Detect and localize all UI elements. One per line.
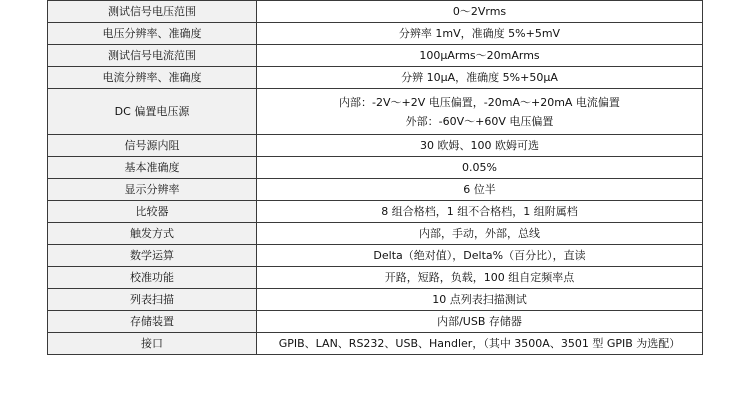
table-row [48, 157, 703, 179]
row-value: GPIB、LAN、RS232、USB、Handler，（其中 3500A、3501 型 GPIB 为选配） [257, 333, 703, 355]
row-label: DC 偏置电压源 [48, 89, 257, 135]
table-row [48, 179, 703, 201]
row-value: 内部，手动，外部，总线 [257, 223, 703, 245]
row-value-line: 内部：-2V～+2V 电压偏置，-20mA～+20mA 电流偏置 [339, 95, 620, 109]
row-label: 校准功能 [48, 267, 257, 289]
row-value: 分辨 10μA，准确度 5%+50μA [257, 67, 703, 89]
row-value: 30 欧姆、100 欧姆可选 [257, 135, 703, 157]
row-label: 比较器 [48, 201, 257, 223]
row-label: 电压分辨率、准确度 [48, 23, 257, 45]
table-row [48, 135, 703, 157]
row-value: 分辨率 1mV，准确度 5%+5mV [257, 23, 703, 45]
row-value: 10 点列表扫描测试 [257, 289, 703, 311]
row-value: 0.05% [257, 157, 703, 179]
row-value-line: 外部：-60V～+60V 电压偏置 [405, 114, 554, 128]
table-row [48, 311, 703, 333]
row-label: 电流分辨率、准确度 [48, 67, 257, 89]
table-row [48, 289, 703, 311]
row-value: Delta（绝对值），Delta%（百分比），直读 [257, 245, 703, 267]
table-row [48, 67, 703, 89]
row-label: 基本准确度 [48, 157, 257, 179]
row-value: 6 位半 [257, 179, 703, 201]
table-row [48, 201, 703, 223]
table-row [48, 23, 703, 45]
row-value [257, 89, 703, 135]
row-label: 存储装置 [48, 311, 257, 333]
spec-table [47, 0, 703, 355]
table-row [48, 1, 703, 23]
row-label: 触发方式 [48, 223, 257, 245]
row-value: 8 组合格档，1 组不合格档，1 组附属档 [257, 201, 703, 223]
row-label: 测试信号电流范围 [48, 45, 257, 67]
row-value: 100μArms～20mArms [257, 45, 703, 67]
table-row [48, 223, 703, 245]
row-label: 接口 [48, 333, 257, 355]
row-label: 测试信号电压范围 [48, 1, 257, 23]
table-row [48, 45, 703, 67]
row-label: 列表扫描 [48, 289, 257, 311]
table-row [48, 333, 703, 355]
table-row [48, 89, 703, 135]
table-row [48, 267, 703, 289]
row-label: 数学运算 [48, 245, 257, 267]
row-label: 显示分辨率 [48, 179, 257, 201]
table-row [48, 245, 703, 267]
row-value: 0～2Vrms [257, 1, 703, 23]
row-value: 内部/USB 存储器 [257, 311, 703, 333]
row-value: 开路，短路，负载，100 组自定频率点 [257, 267, 703, 289]
row-label: 信号源内阻 [48, 135, 257, 157]
